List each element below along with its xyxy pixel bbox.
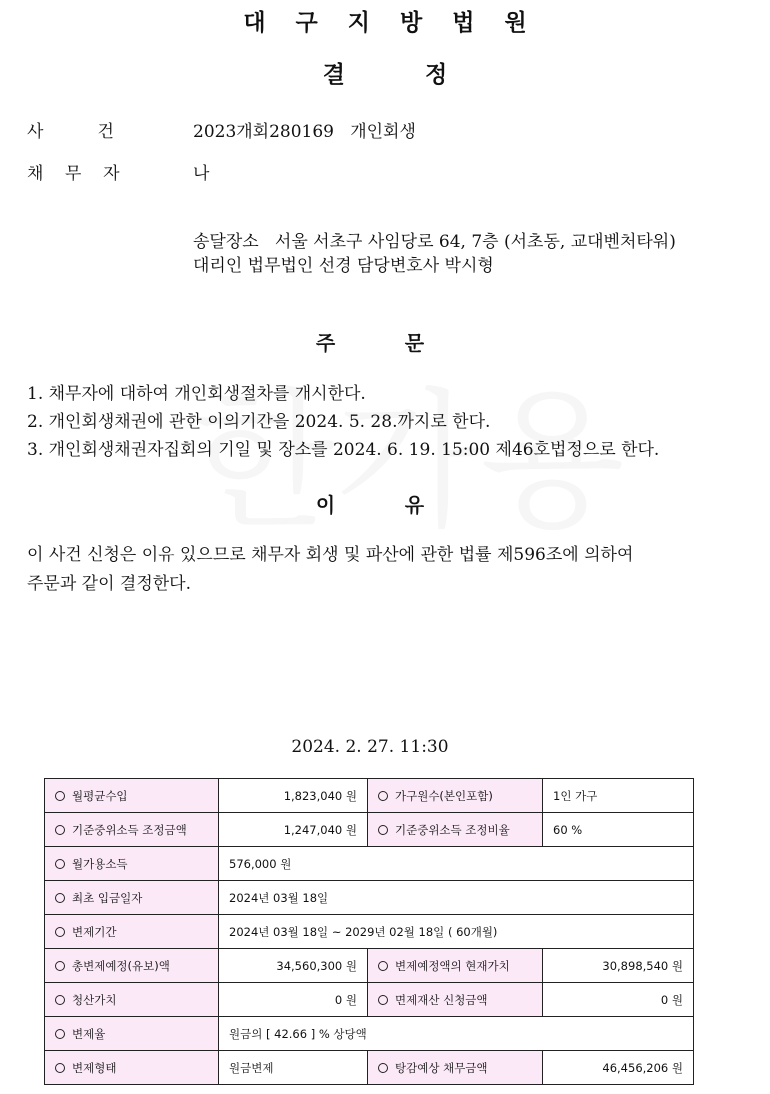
table-cell: 60 % (543, 813, 694, 847)
decision-date: 2024. 2. 27. 11:30 (291, 737, 449, 757)
table-header-cell (368, 983, 543, 1017)
court-name: 대 구 지 방 법 원 (243, 10, 527, 36)
case-label: 사 건 (27, 122, 114, 142)
table-cell: 1인 가구 (543, 779, 694, 813)
cell-label: 변제형태 (72, 1060, 117, 1075)
table-row (45, 1051, 694, 1085)
service-address: 송달장소 서울 서초구 사임당로 64, 7층 (서초동, 교대벤처타워) (193, 232, 676, 252)
debtor-label: 채 무 자 (27, 164, 120, 184)
table-header-cell (45, 779, 219, 813)
circle-bullet-icon (55, 961, 65, 971)
table-cell: 2024년 03월 18일 (219, 881, 694, 915)
order-item: 3. 개인회생채권자집회의 기일 및 장소를 2024. 6. 19. 15:00 제46호법정으로 한다. (27, 440, 660, 460)
circle-bullet-icon (55, 893, 65, 903)
table-header-cell (45, 915, 219, 949)
order-item: 2. 개인회생채권에 관한 이의기간을 2024. 5. 28.까지로 한다. (27, 412, 491, 432)
reason-text: 주문과 같이 결정한다. (27, 574, 192, 594)
table-header-cell (368, 779, 543, 813)
circle-bullet-icon (55, 859, 65, 869)
table-row (45, 779, 694, 813)
circle-bullet-icon (55, 825, 65, 835)
circle-bullet-icon (378, 825, 388, 835)
table-header-cell (368, 1051, 543, 1085)
table-header-cell (45, 881, 219, 915)
cell-label: 변제기간 (72, 924, 117, 939)
reason-text: 이 사건 신청은 이유 있으므로 채무자 회생 및 파산에 관한 법률 제596조에 의하여 (27, 545, 634, 565)
repayment-summary-table (44, 778, 694, 1085)
table-cell: 576,000 원 (219, 847, 694, 881)
cell-label: 기준중위소득 조정금액 (72, 822, 187, 837)
table-cell: 46,456,206 원 (543, 1051, 694, 1085)
case-number: 2023개회280169 개인회생 (193, 122, 416, 142)
table-cell: 1,247,040 원 (219, 813, 368, 847)
cell-label: 탕감예상 채무금액 (395, 1060, 488, 1075)
debtor-name: 나 (193, 164, 210, 184)
table-row (45, 983, 694, 1017)
cell-label: 기준중위소득 조정비율 (395, 822, 510, 837)
cell-label: 면제재산 신청금액 (395, 992, 488, 1007)
circle-bullet-icon (378, 995, 388, 1005)
table-row (45, 813, 694, 847)
table-cell: 0 원 (543, 983, 694, 1017)
table-cell: 원금변제 (219, 1051, 368, 1085)
table-row (45, 847, 694, 881)
circle-bullet-icon (55, 927, 65, 937)
circle-bullet-icon (378, 1063, 388, 1073)
table-header-cell (45, 813, 219, 847)
table-header-cell (45, 847, 219, 881)
circle-bullet-icon (55, 995, 65, 1005)
document-type: 결 정 (322, 62, 448, 88)
table-row (45, 949, 694, 983)
table-header-cell (45, 1017, 219, 1051)
order-item: 1. 채무자에 대하여 개인회생절차를 개시한다. (27, 384, 366, 404)
table-cell: 0 원 (219, 983, 368, 1017)
table-cell: 원금의 [ 42.66 ] % 상당액 (219, 1017, 694, 1051)
table-header-cell (45, 949, 219, 983)
table-cell: 1,823,040 원 (219, 779, 368, 813)
table-header-cell (45, 983, 219, 1017)
table-cell: 30,898,540 원 (543, 949, 694, 983)
table-header-cell (368, 813, 543, 847)
table-header-cell (368, 949, 543, 983)
circle-bullet-icon (55, 791, 65, 801)
cell-label: 월평균수입 (72, 788, 128, 803)
cell-label: 변제예정액의 현재가치 (395, 958, 510, 973)
cell-label: 최초 입금일자 (72, 890, 143, 905)
circle-bullet-icon (55, 1063, 65, 1073)
cell-label: 청산가치 (72, 992, 117, 1007)
table-row (45, 881, 694, 915)
table-header-cell (45, 1051, 219, 1085)
table-row (45, 915, 694, 949)
reason-title: 이 유 (315, 493, 425, 517)
circle-bullet-icon (378, 791, 388, 801)
cell-label: 월가용소득 (72, 856, 128, 871)
cell-label: 가구원수(본인포함) (395, 788, 493, 803)
table-cell: 34,560,300 원 (219, 949, 368, 983)
table-row (45, 1017, 694, 1051)
cell-label: 총변제예정(유보)액 (72, 958, 170, 973)
table-cell: 2024년 03월 18일 ~ 2029년 02월 18일 ( 60개월) (219, 915, 694, 949)
legal-agent: 대리인 법무법인 선경 담당변호사 박시형 (193, 256, 494, 276)
cell-label: 변제율 (72, 1026, 106, 1041)
circle-bullet-icon (55, 1029, 65, 1039)
order-title: 주 문 (315, 331, 425, 355)
circle-bullet-icon (378, 961, 388, 971)
